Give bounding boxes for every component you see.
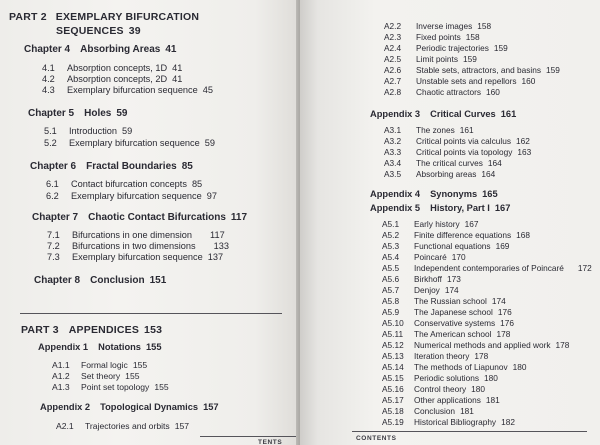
- part-2-heading-line2: SEQUENCES 39: [56, 25, 141, 37]
- part-2-heading: PART 2 EXEMPLARY BIFURCATION: [9, 11, 200, 23]
- toc-entry: 7.2 Bifurcations in two dimensions 133: [47, 241, 229, 251]
- right-page: [300, 0, 600, 445]
- toc-entry: 5.2 Exemplary bifurcation sequence 59: [44, 138, 215, 148]
- toc-entry: A5.19 Historical Bibliography 182: [382, 417, 515, 427]
- toc-entry: 7.1 Bifurcations in one dimension 117: [47, 230, 225, 240]
- appendix-3-heading: Appendix 3 Critical Curves 161: [370, 109, 517, 119]
- toc-entry: A3.1 The zones 161: [384, 125, 474, 135]
- toc-entry: A1.1 Formal logic 155: [52, 360, 148, 370]
- toc-entry: A5.18 Conclusion 181: [382, 406, 474, 416]
- toc-entry: A2.6 Stable sets, attractors, and basins 159: [384, 65, 560, 75]
- toc-entry: A5.17 Other applications 181: [382, 395, 500, 405]
- toc-entry: A5.11 The American school 178: [382, 329, 511, 339]
- toc-entry: A5.12 Numerical methods and applied work 178: [382, 340, 570, 350]
- toc-entry: 5.1 Introduction 59: [44, 126, 133, 136]
- toc-entry: 7.3 Exemplary bifurcation sequence 137: [47, 252, 224, 262]
- appendix-1-heading: Appendix 1 Notations 155: [38, 342, 162, 352]
- toc-entry: A5.15 Periodic solutions 180: [382, 373, 498, 383]
- toc-entry: A5.16 Control theory 180: [382, 384, 485, 394]
- running-footer: TENTS: [258, 439, 283, 445]
- toc-entry: A5.13 Iteration theory 178: [382, 351, 489, 361]
- toc-entry: A1.2 Set theory 155: [52, 371, 140, 381]
- toc-entry: A2.4 Periodic trajectories 159: [384, 43, 508, 53]
- toc-entry: A3.4 The critical curves 164: [384, 158, 502, 168]
- toc-entry: A5.10 Conservative systems 176: [382, 318, 514, 328]
- toc-entry: A1.3 Point set topology 155: [52, 382, 169, 392]
- toc-entry: A5.1 Early history 167: [382, 219, 479, 229]
- toc-entry: 4.2 Absorption concepts, 2D 41: [42, 74, 183, 84]
- toc-entry: A5.3 Functional equations 169: [382, 241, 510, 251]
- chapter-8-heading: Chapter 8 Conclusion 151: [34, 275, 167, 286]
- toc-entry: A2.8 Chaotic attractors 160: [384, 87, 500, 97]
- toc-entry: A3.3 Critical points via topology 163: [384, 147, 532, 157]
- chapter-4-heading: Chapter 4 Absorbing Areas 41: [24, 44, 177, 55]
- toc-entry: A5.14 The methods of Liapunov 180: [382, 362, 527, 372]
- toc-entry: A5.6 Birkhoff 173: [382, 274, 461, 284]
- part-divider-rule: [20, 313, 282, 314]
- toc-entry: 4.3 Exemplary bifurcation sequence 45: [42, 85, 213, 95]
- running-footer: CONTENTS: [356, 435, 397, 442]
- toc-entry: A2.2 Inverse images 158: [384, 21, 492, 31]
- toc-entry: A3.5 Absorbing areas 164: [384, 169, 496, 179]
- footer-rule: [352, 431, 587, 432]
- toc-entry: A5.7 Denjoy 174: [382, 285, 459, 295]
- toc-entry: 4.1 Absorption concepts, 1D 41: [42, 63, 183, 73]
- appendix-2-heading: Appendix 2 Topological Dynamics 157: [40, 402, 219, 412]
- chapter-5-heading: Chapter 5 Holes 59: [28, 108, 128, 119]
- chapter-7-heading: Chapter 7 Chaotic Contact Bifurcations 117: [32, 212, 248, 223]
- toc-entry: A3.2 Critical points via calculus 162: [384, 136, 530, 146]
- toc-entry: A2.7 Unstable sets and repellors 160: [384, 76, 536, 86]
- toc-entry: A5.5 Independent contemporaries of Poincaré 172: [382, 263, 592, 273]
- footer-rule: [200, 436, 300, 437]
- part-3-heading: PART 3 APPENDICES 153: [21, 324, 163, 336]
- toc-entry: A2.3 Fixed points 158: [384, 32, 480, 42]
- appendix-5-heading: Appendix 5 History, Part I 167: [370, 203, 511, 213]
- toc-entry: A5.2 Finite difference equations 168: [382, 230, 531, 240]
- toc-entry: A2.5 Limit points 159: [384, 54, 477, 64]
- toc-entry: A2.1 Trajectories and orbits 157: [56, 421, 190, 431]
- toc-entry: 6.1 Contact bifurcation concepts 85: [46, 179, 203, 189]
- chapter-6-heading: Chapter 6 Fractal Boundaries 85: [30, 161, 193, 172]
- toc-entry: A5.8 The Russian school 174: [382, 296, 506, 306]
- toc-entry: 6.2 Exemplary bifurcation sequence 97: [46, 191, 217, 201]
- toc-entry: A5.9 The Japanese school 176: [382, 307, 512, 317]
- appendix-4-heading: Appendix 4 Synonyms 165: [370, 189, 498, 199]
- toc-entry: A5.4 Poincaré 170: [382, 252, 466, 262]
